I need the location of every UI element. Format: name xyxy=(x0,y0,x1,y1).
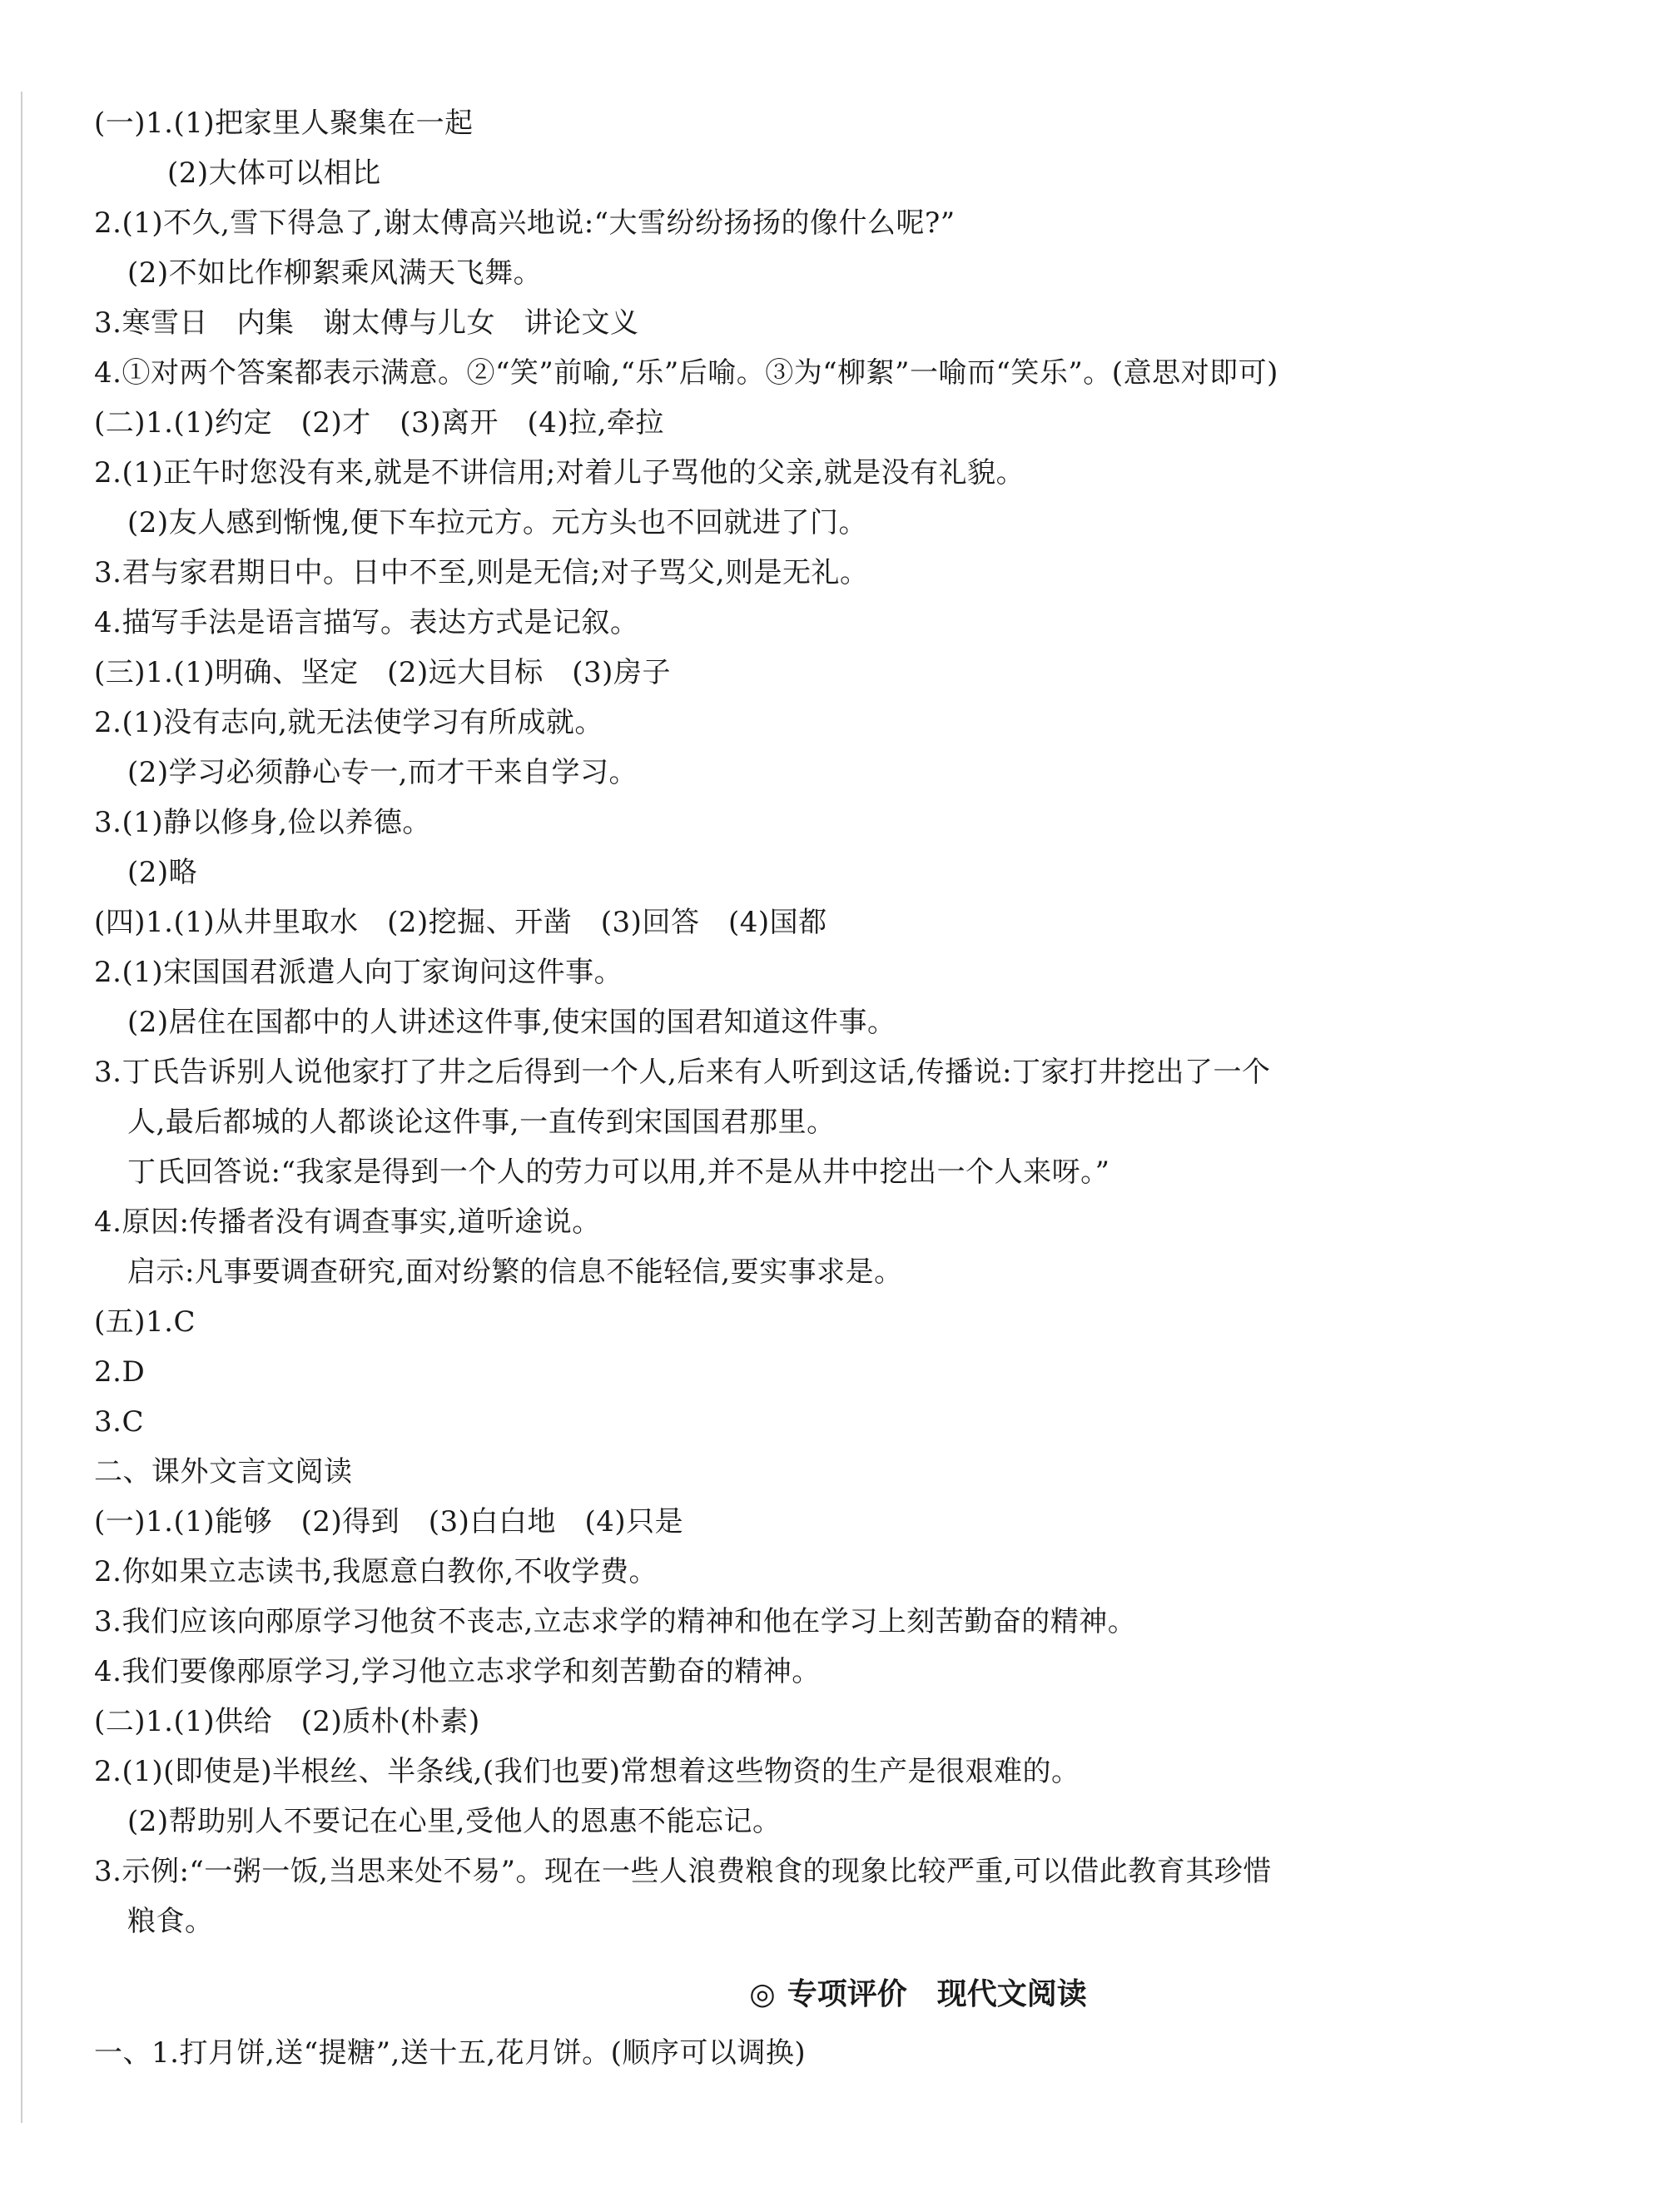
answer-line: 人,最后都城的人都谈论这件事,一直传到宋国国君那里。 xyxy=(127,1106,836,1139)
page-margin-rule xyxy=(21,92,22,2123)
answer-line: 4.原因:传播者没有调查事实,道听途说。 xyxy=(94,1205,601,1239)
answer-line: 2.(1)不久,雪下得急了,谢太傅高兴地说:“大雪纷纷扬扬的像什么呢?” xyxy=(94,206,956,240)
answer-line: 3.(1)静以修身,俭以养德。 xyxy=(94,806,431,839)
answer-line: (一)1.(1)能够 (2)得到 (3)白白地 (4)只是 xyxy=(94,1505,684,1538)
answer-line: 3.寒雪日 内集 谢太傅与儿女 讲论文义 xyxy=(94,306,639,340)
answer-line: 4.①对两个答案都表示满意。②“笑”前喻,“乐”后喻。③为“柳絮”一喻而“笑乐”。(意思对即可) xyxy=(94,356,1278,390)
answer-line: (2)不如比作柳絮乘风满天飞舞。 xyxy=(127,256,543,290)
answer-line: 二、课外文言文阅读 xyxy=(94,1455,353,1489)
answer-line: (2)略 xyxy=(127,856,198,889)
answer-line: (三)1.(1)明确、坚定 (2)远大目标 (3)房子 xyxy=(94,656,671,689)
answer-line: 3.丁氏告诉别人说他家打了井之后得到一个人,后来有人听到这话,传播说:丁家打井挖出了一个 xyxy=(94,1056,1271,1089)
answer-line: 3.示例:“一粥一饭,当思来处不易”。现在一些人浪费粮食的现象比较严重,可以借此教育其珍惜 xyxy=(94,1855,1272,1888)
answer-line: (五)1.C xyxy=(94,1305,196,1339)
answer-line: 一、1.打月饼,送“提糖”,送十五,花月饼。(顺序可以调换) xyxy=(94,2036,807,2070)
answer-line: (2)居住在国都中的人讲述这件事,使宋国的国君知道这件事。 xyxy=(127,1006,896,1039)
answer-line: 2.你如果立志读书,我愿意白教你,不收学费。 xyxy=(94,1555,658,1588)
answer-line: (2)帮助别人不要记在心里,受他人的恩惠不能忘记。 xyxy=(127,1805,782,1838)
answer-line: 4.我们要像邴原学习,学习他立志求学和刻苦勤奋的精神。 xyxy=(94,1655,821,1688)
answer-line: (一)1.(1)把家里人聚集在一起 xyxy=(94,107,474,140)
answer-line: (2)友人感到惭愧,便下车拉元方。元方头也不回就进了门。 xyxy=(127,506,867,539)
answer-line: 粮食。 xyxy=(127,1905,214,1938)
answer-line: 2.(1)没有志向,就无法使学习有所成就。 xyxy=(94,706,603,739)
answer-line: 3.我们应该向邴原学习他贫不丧志,立志求学的精神和他在学习上刻苦勤奋的精神。 xyxy=(94,1605,1137,1638)
answer-line: 4.描写手法是语言描写。表达方式是记叙。 xyxy=(94,606,639,639)
heading-title-a: 专项评价 xyxy=(787,1977,907,2011)
section-heading xyxy=(94,1961,1492,2028)
answer-line: (二)1.(1)约定 (2)才 (3)离开 (4)拉,牵拉 xyxy=(94,406,664,440)
answer-lines xyxy=(94,98,1492,1946)
answer-line: (四)1.(1)从井里取水 (2)挖掘、开凿 (3)回答 (4)国都 xyxy=(94,906,827,939)
answer-line: 2.(1)(即使是)半根丝、半条线,(我们也要)常想着这些物资的生产是很艰难的。 xyxy=(94,1755,1080,1788)
answer-lines-after-heading xyxy=(94,2028,1492,2078)
answer-line: (2)大体可以相比 xyxy=(167,157,381,190)
answer-line: 2.D xyxy=(94,1355,146,1389)
answer-line: (二)1.(1)供给 (2)质朴(朴素) xyxy=(94,1705,480,1738)
answer-line: 2.(1)宋国国君派遣人向丁家询问这件事。 xyxy=(94,956,623,989)
bullseye-icon: ◎ xyxy=(749,1977,776,2011)
answer-line: 2.(1)正午时您没有来,就是不讲信用;对着儿子骂他的父亲,就是没有礼貌。 xyxy=(94,456,1025,490)
answer-line: (2)学习必须静心专一,而才干来自学习。 xyxy=(127,756,638,789)
answer-line: 丁氏回答说:“我家是得到一个人的劳力可以用,并不是从井中挖出一个人来呀。” xyxy=(127,1156,1110,1189)
answer-line: 3.君与家君期日中。日中不至,则是无信;对子骂父,则是无礼。 xyxy=(94,556,869,589)
answer-line: 启示:凡事要调查研究,面对纷繁的信息不能轻信,要实事求是。 xyxy=(127,1255,903,1289)
answer-line: 3.C xyxy=(94,1405,144,1439)
heading-title-b: 现代文阅读 xyxy=(936,1977,1087,2011)
answer-text xyxy=(94,98,1492,2078)
